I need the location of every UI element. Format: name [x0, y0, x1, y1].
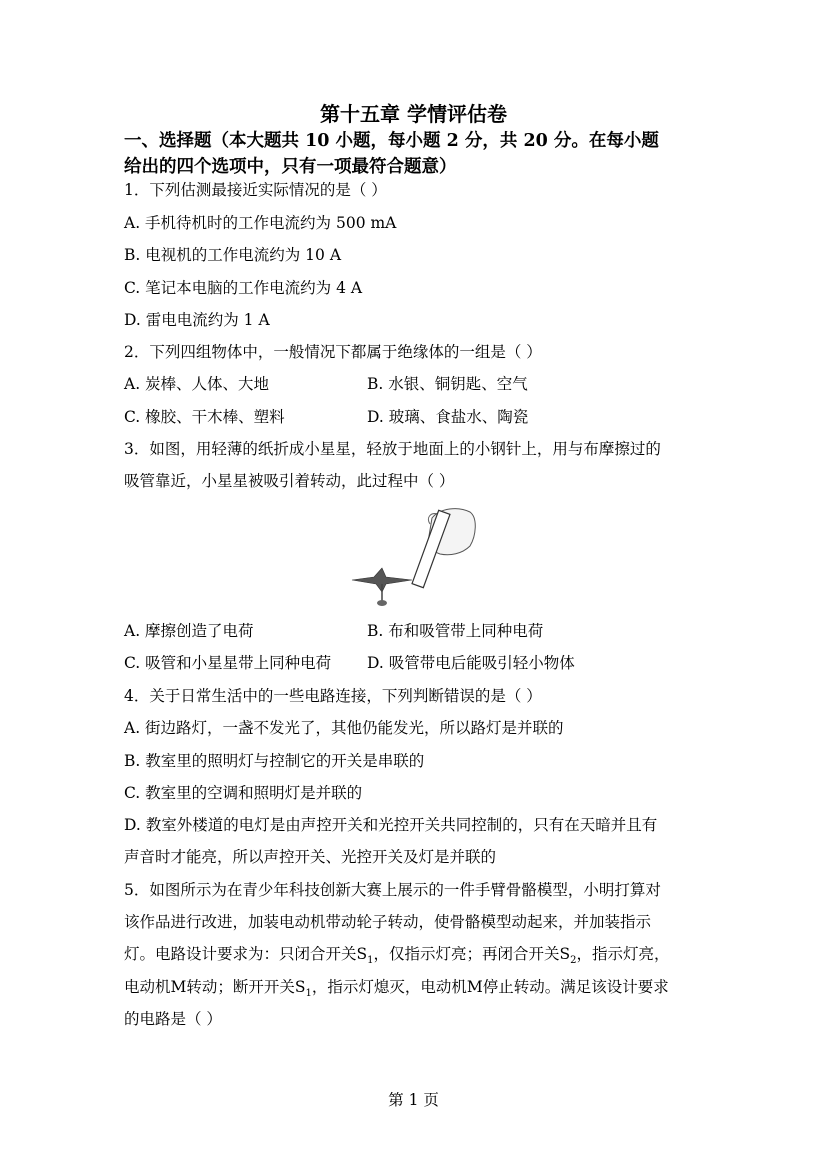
q1-option-d: D. 雷电电流约为 1 A — [124, 311, 270, 329]
page-title: 第十五章 学情评估卷 — [320, 102, 507, 126]
q5-line3-sub2: 2 — [570, 955, 577, 967]
q1-stem: 1．下列估测最接近实际情况的是（ ） — [124, 181, 387, 199]
q5-stem-line5: 的电路是（ ） — [124, 1010, 222, 1028]
q3-option-c: C. 吸管和小星星带上同种电荷 — [124, 654, 332, 672]
page-number: 第 1 页 — [388, 1091, 439, 1109]
q5-line3-part-b: ，仅指示灯亮；再闭合开关S — [373, 945, 571, 963]
q2-stem: 2．下列四组物体中，一般情况下都属于绝缘体的一组是（ ） — [124, 343, 542, 361]
q1-option-c: C. 笔记本电脑的工作电流约为 4 A — [124, 279, 363, 297]
section-heading-line2: 给出的四个选项中，只有一项最符合题意） — [124, 157, 457, 177]
q3-option-d: D. 吸管带电后能吸引轻小物体 — [367, 654, 575, 672]
q3-stem-line2: 吸管靠近，小星星被吸引着转动，此过程中（ ） — [124, 472, 455, 490]
q2-option-a: A. 炭棒、人体、大地 — [124, 375, 270, 393]
q3-stem-line1: 3．如图，用轻薄的纸折成小星星，轻放于地面上的小钢针上，用与布摩擦过的 — [124, 440, 661, 458]
pin-base — [377, 600, 387, 606]
q5-line3-sub1: 1 — [367, 955, 374, 967]
paper-star-straw-figure — [346, 504, 482, 612]
q4-option-a: A. 街边路灯，一盏不发光了，其他仍能发光，所以路灯是并联的 — [124, 719, 564, 737]
q2-option-b: B. 水银、铜钥匙、空气 — [367, 375, 528, 393]
q1-option-b: B. 电视机的工作电流约为 10 A — [124, 246, 342, 264]
q5-stem-line4 — [124, 975, 669, 1006]
q4-stem: 4．关于日常生活中的一些电路连接，下列判断错误的是（ ） — [124, 687, 542, 705]
q5-stem-line2: 该作品进行改进，加装电动机带动轮子转动，使骨骼模型动起来，并加装指示 — [124, 913, 652, 931]
q2-option-d: D. 玻璃、食盐水、陶瓷 — [367, 408, 529, 426]
q5-line3-part-c: ，指示灯亮， — [576, 945, 670, 963]
q5-line4-part-a: 电动机M转动；断开开关S — [124, 978, 306, 996]
q5-line4-part-b: ，指示灯熄灭，电动机M停止转动。满足该设计要求 — [311, 978, 669, 996]
q4-option-d-line2: 声音时才能亮，所以声控开关、光控开关及灯是并联的 — [124, 848, 497, 866]
q3-option-a: A. 摩擦创造了电荷 — [124, 622, 254, 640]
section-heading — [124, 128, 724, 180]
q5-stem-line1: 5．如图所示为在青少年科技创新大赛上展示的一件手臂骨骼模型，小明打算对 — [124, 881, 661, 899]
q1-option-a: A. 手机待机时的工作电流约为 500 mA — [124, 214, 397, 232]
q4-option-c: C. 教室里的空调和照明灯是并联的 — [124, 784, 363, 802]
section-heading-line1: 一、选择题（本大题共 10 小题，每小题 2 分，共 20 分。在每小题 — [124, 131, 659, 151]
q5-line4-sub1: 1 — [305, 988, 312, 1000]
q4-option-b: B. 教室里的照明灯与控制它的开关是串联的 — [124, 752, 425, 770]
q4-option-d-line1: D. 教室外楼道的电灯是由声控开关和光控开关共同控制的，只有在天暗并且有 — [124, 816, 658, 834]
q5-stem-line3 — [124, 942, 670, 973]
q3-option-b: B. 布和吸管带上同种电荷 — [367, 622, 544, 640]
q2-option-c: C. 橡胶、干木棒、塑料 — [124, 408, 285, 426]
q5-line3-part-a: 灯。电路设计要求为：只闭合开关S — [124, 945, 368, 963]
